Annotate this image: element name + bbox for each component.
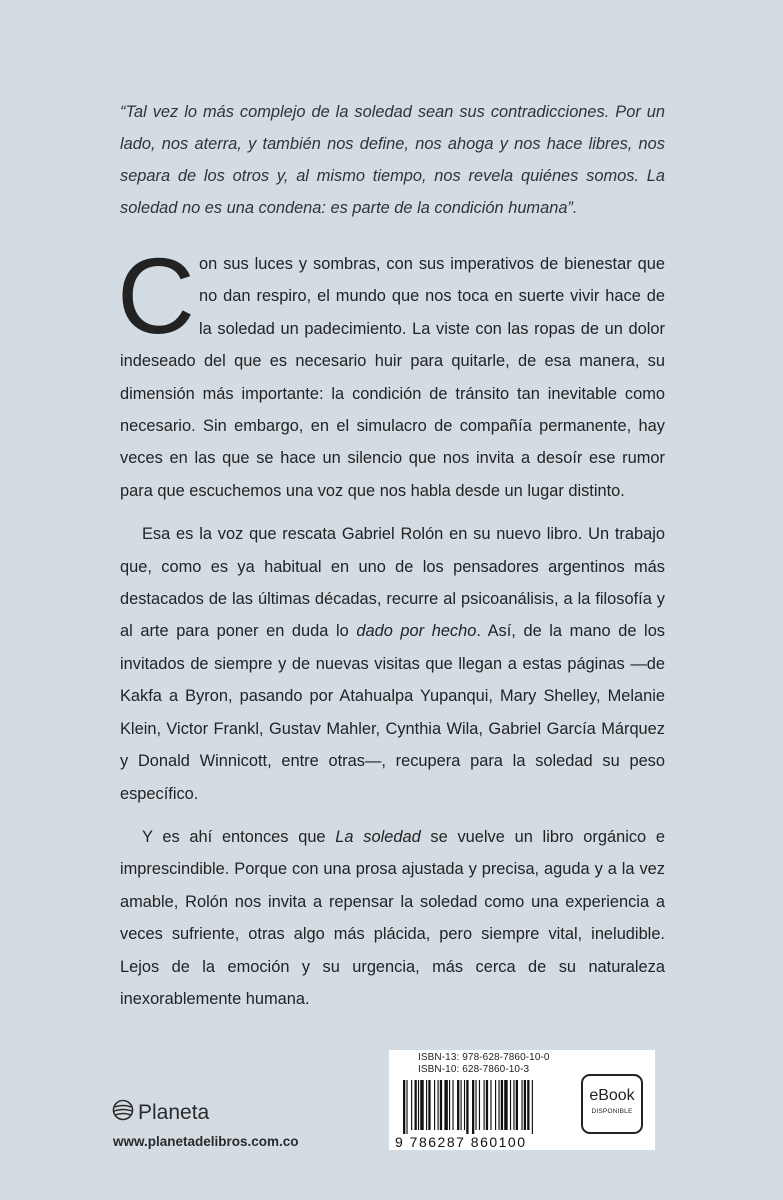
barcode-bar [428,1080,430,1130]
barcode-bar [490,1080,491,1130]
barcode-bar [466,1080,468,1134]
barcode-bar [411,1080,412,1130]
barcode-bar [418,1080,419,1130]
paragraph-2-emphasis: dado por hecho [356,622,477,641]
barcode-bar [452,1080,453,1130]
publisher-name: Planeta [138,1101,210,1124]
barcode-bar [510,1080,511,1130]
barcode-bar [461,1080,462,1130]
synopsis-paragraph-2 [120,518,665,810]
barcode-bar [449,1080,450,1130]
barcode-bar [484,1080,485,1130]
barcode-bars [403,1080,569,1134]
back-cover-quote: “Tal vez lo más complejo de la soledad sean sus contradicciones. Por un lado, nos aterra, y también nos define, nos ahoga y nos hace libres, nos separa de los otros y, al mismo tiempo, nos revela quiénes somos. La soledad no es una condena: es parte de la condición humana”. [120,103,665,217]
barcode-bar [475,1080,476,1130]
paragraph-2-text-b: . Así, de la mano de los invitados de siempre y de nuevas visitas que llegan a estas páginas —de Kakfa a Byron, pasando por Atahualpa Yupanqui, Mary Shelley, Melanie Klein, Victor Frankl, Gustav Mahler, Cynthia Wila, Gabriel García Márquez y Donald Winnicott, entre otras—, recupera para la soledad su peso específico. [120,622,666,803]
drop-cap: C [117,235,195,356]
barcode-bar [406,1080,407,1134]
barcode-bar [434,1080,435,1130]
ebook-subtitle: DISPONIBLE [591,1108,633,1115]
barcode-bar [457,1080,459,1130]
barcode-bar [516,1080,518,1130]
barcode-digits: 9 786287 860100 [395,1134,527,1150]
paragraph-3-text-b: se vuelve un libro orgánico e imprescindible. Porque con una prosa ajustada y precisa, aguda y a la vez amable, Rolón nos invita a repensar la soledad como una experiencia a veces sufriente, otras algo más plácida, pero siempre vital, ineludible. Lejos de la emoción y su urgencia, más cerca de su naturaleza inexorablemente humana. [120,827,665,1008]
paragraph-1-text: on sus luces y sombras, con sus imperativos de bienestar que no dan respiro, el mundo que nos toca en suerte vivir hace de la soledad un padecimiento. La viste con las ropas de un dolor indeseado del que es necesario huir para quitarle, de esa manera, su dimensión más importante: la condición de tránsito tan inevitable como necesario. Sin embargo, en el simulacro de compañía permanente, hay veces en las que se hace un silencio que nos invita a desoír ese rumor para que escuchemos una voz que nos habla desde un lugar distinto. [120,255,665,500]
synopsis-paragraph-1 [117,235,665,507]
barcode-bar [504,1080,507,1130]
barcode-bar [444,1080,447,1130]
synopsis [117,235,666,1015]
barcode-bar [495,1080,496,1130]
publisher-url[interactable]: www.planetadelibros.com.co [113,1134,299,1149]
globe-icon [112,1099,134,1127]
ebook-title: eBook [589,1087,635,1104]
barcode-bar [527,1080,529,1130]
barcode-bar [513,1080,514,1130]
paragraph-3-text-a: Y es ahí entonces que [142,827,336,846]
isbn-13: ISBN-13: 978-628-7860-10-0 [418,1052,550,1063]
barcode-bar [438,1080,439,1130]
barcode-bar [403,1080,405,1134]
barcode-bar [498,1080,499,1130]
barcode-bar [472,1080,474,1134]
barcode-bar [420,1080,423,1130]
synopsis-paragraph-3 [120,821,665,1015]
barcode-bar [521,1080,522,1130]
isbn-10: ISBN-10: 628-7860-10-3 [418,1064,530,1075]
publisher-logo [112,1099,209,1127]
paragraph-2-text-a: Esa es la voz que rescata Gabriel Rolón en su nuevo libro. Un trabajo que, como es ya habitual en uno de los pensadores argentinos más destacados de las últimas décadas, recurre al psicoanálisis, a la filosofía y al arte para poner en duda lo [120,525,665,641]
barcode-bar [479,1080,480,1130]
barcode-bar [501,1080,503,1130]
isbn-barcode-box [389,1050,655,1150]
barcode-bar [426,1080,427,1130]
barcode-bar [440,1080,442,1130]
paragraph-3-emphasis: La soledad [335,827,421,846]
barcode-bar [524,1080,526,1130]
barcode-bar [486,1080,488,1130]
ebook-badge [581,1074,643,1134]
barcode-bar [464,1080,465,1130]
barcode-bar [532,1080,533,1134]
barcode-bar [415,1080,417,1130]
